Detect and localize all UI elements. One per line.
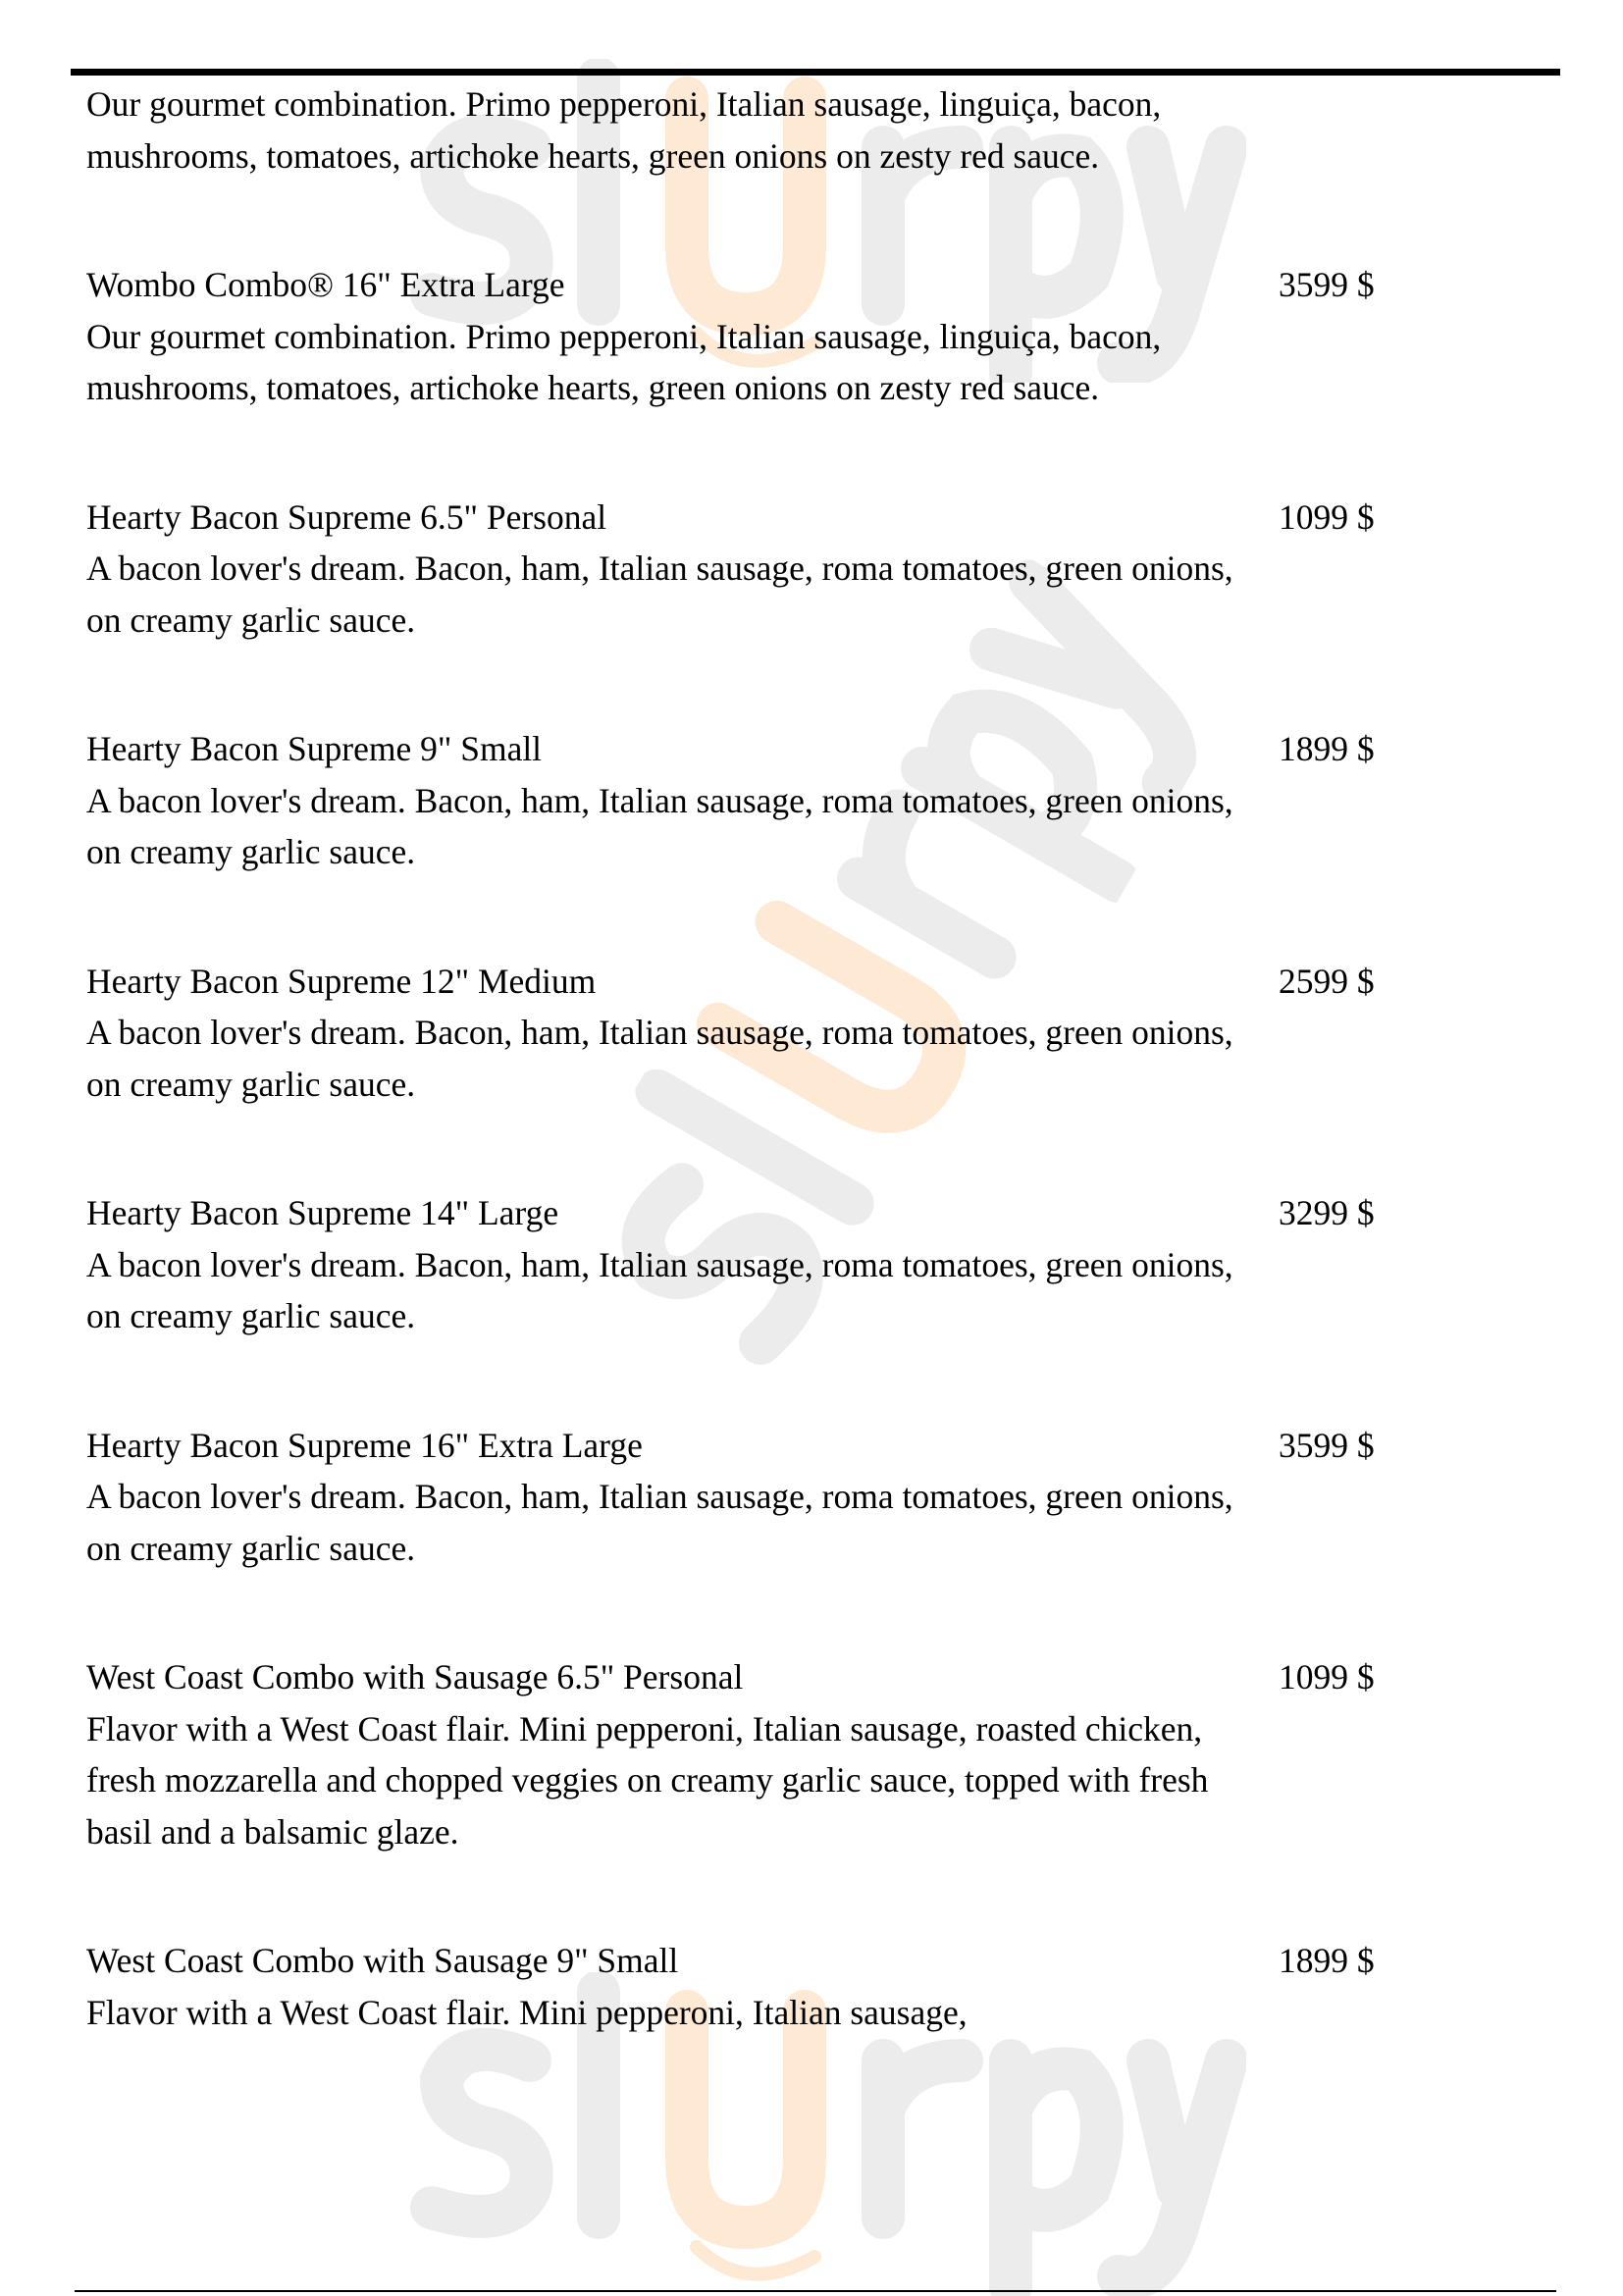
item-name: Hearty Bacon Supreme 14" Large (86, 1193, 559, 1232)
item-description: Flavor with a West Coast flair. Mini pepperoni, Italian sausage, roasted chicken, fresh mozzarella and chopped veggies on creamy garlic sauce, topped with fresh basil and a balsamic glaze. (86, 1708, 1209, 1852)
menu-item-continued (86, 78, 1558, 182)
item-description: A bacon lover's dream. Bacon, ham, Italian sausage, roma tomatoes, green onions, on creamy garlic sauce. (86, 1013, 1233, 1104)
item-description: Our gourmet combination. Primo pepperoni, Italian sausage, linguiça, bacon, mushrooms, tomatoes, artichoke hearts, green onions on zesty red sauce. (86, 84, 1162, 176)
item-price: 3599 $ (1279, 265, 1375, 304)
item-name: Wombo Combo® 16" Extra Large (86, 265, 565, 304)
menu-list (86, 78, 1558, 2115)
item-price: 3599 $ (1279, 1425, 1375, 1465)
item-text (86, 723, 1244, 878)
item-description: A bacon lover's dream. Bacon, ham, Italian sausage, roma tomatoes, green onions, on creamy garlic sauce. (86, 1244, 1233, 1335)
item-description: A bacon lover's dream. Bacon, ham, Italian sausage, roma tomatoes, green onions, on creamy garlic sauce. (86, 548, 1233, 640)
menu-item (86, 1651, 1558, 1857)
item-text (86, 78, 1244, 182)
item-name: Hearty Bacon Supreme 12" Medium (86, 961, 597, 1001)
item-description: A bacon lover's dream. Bacon, ham, Italian sausage, roma tomatoes, green onions, on creamy garlic sauce. (86, 1477, 1233, 1568)
item-price: 1899 $ (1279, 729, 1375, 768)
item-text (86, 1935, 1244, 2038)
item-name: Hearty Bacon Supreme 16" Extra Large (86, 1425, 643, 1465)
item-price: 3299 $ (1279, 1193, 1375, 1232)
item-name: Hearty Bacon Supreme 9" Small (86, 729, 543, 768)
item-price: 1899 $ (1279, 1941, 1375, 1980)
item-text (86, 1187, 1244, 1342)
menu-items (86, 259, 1558, 2038)
top-divider (71, 69, 1560, 76)
item-name: Hearty Bacon Supreme 6.5" Personal (86, 496, 607, 537)
item-name: West Coast Combo with Sausage 9" Small (86, 1941, 679, 1980)
menu-item (86, 259, 1558, 414)
item-text (86, 492, 1244, 647)
menu-item (86, 1187, 1558, 1342)
item-description: Flavor with a West Coast flair. Mini pepperoni, Italian sausage, (86, 1992, 968, 2032)
menu-item (86, 723, 1558, 878)
item-name: West Coast Combo with Sausage 6.5" Personal (86, 1657, 744, 1696)
item-description: A bacon lover's dream. Bacon, ham, Italian sausage, roma tomatoes, green onions, on creamy garlic sauce. (86, 780, 1233, 871)
item-text (86, 956, 1244, 1111)
item-price: 1099 $ (1279, 1657, 1375, 1696)
menu-item (86, 1420, 1558, 1575)
item-text (86, 1651, 1244, 1857)
item-text (86, 1420, 1244, 1575)
item-description: Our gourmet combination. Primo pepperoni, Italian sausage, linguiça, bacon, mushrooms, tomatoes, artichoke hearts, green onions on zesty red sauce. (86, 316, 1162, 407)
item-text (86, 259, 1244, 414)
bottom-divider (75, 2290, 1556, 2292)
item-price: 1099 $ (1279, 496, 1375, 537)
menu-item (86, 492, 1558, 647)
menu-item (86, 1935, 1558, 2038)
item-price: 2599 $ (1279, 961, 1375, 1001)
menu-item (86, 956, 1558, 1111)
